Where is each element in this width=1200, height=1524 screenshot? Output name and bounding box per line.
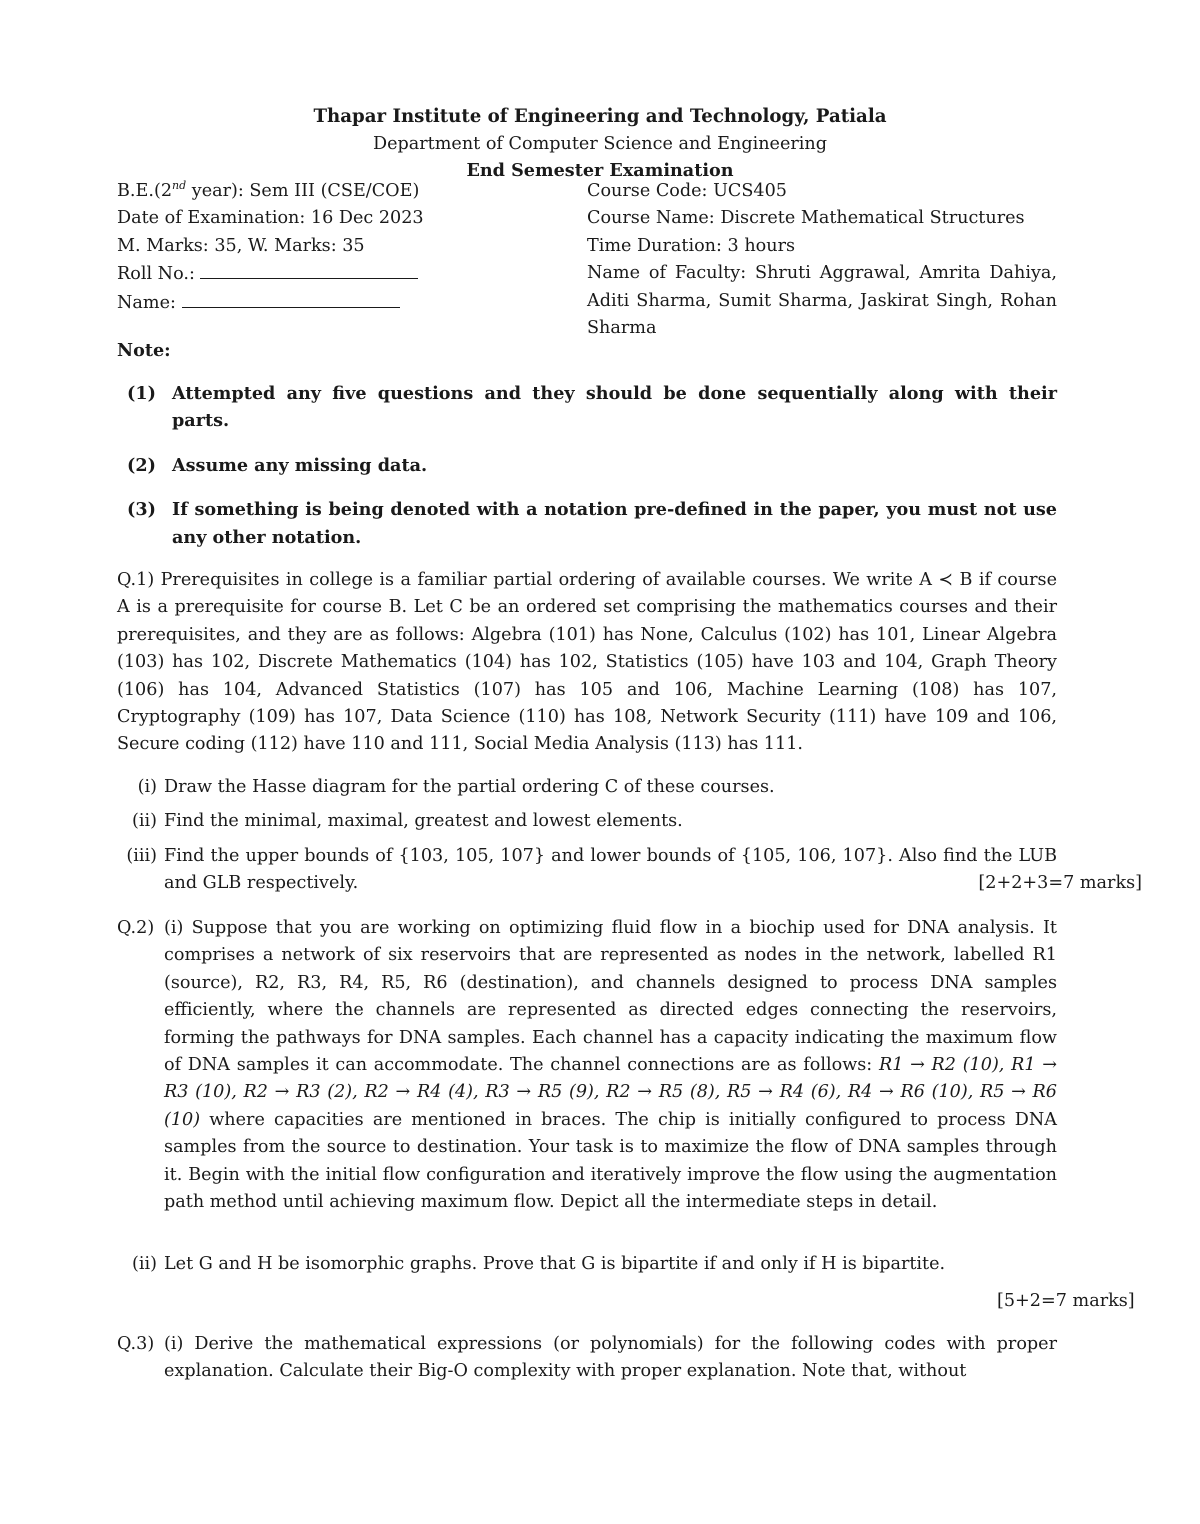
department-title: Department of Computer Science and Engineering [372,134,827,154]
part-text: Find the minimal, maximal, greatest and lowest elements. [164,811,683,832]
question-2-task: where capacities are mentioned in braces. The chip is initially configured to process DNA samples from the source to destination. Your task is to maximize the flow of DNA samples through it. Begin with the initial flow configuration and iteratively improve the flow using the augmentation path method until achieving maximum flow. Depict all the intermediate steps in detail. [164,1109,1057,1213]
question-1-marks: [2+2+3=7 marks] [978,873,1142,894]
question-2-number: Q.2) [117,918,155,938]
question-1-part [117,808,1057,835]
institute-title: Thapar Institute of Engineering and Technology, Patiala [313,106,887,127]
time-duration: Time Duration: 3 hours [587,235,796,256]
exam-marks: M. Marks: 35, W. Marks: 35 [117,235,365,256]
exam-title: End Semester Examination [466,160,734,181]
note-text: Attempted any five questions and they should be done sequentially along with their parts. [172,383,1057,432]
question-3-text: Derive the mathematical expressions (or polynomials) for the following codes with proper explanation. Calculate their Big-O complexity with proper explanation. Note that, without [164,1334,1057,1382]
question-1-part [117,774,1057,801]
part-number: (i) [137,777,157,797]
note-number: (3) [127,499,156,521]
name-field[interactable] [182,289,400,308]
question-2-part-2-body [117,1251,1057,1278]
part-number: (iii) [126,845,157,866]
note-item [117,496,1057,551]
note-item [117,452,1057,479]
roll-no-line: Roll No.: [117,260,557,288]
question-1-parts [117,774,1142,905]
faculty-names: Name of Faculty: Shruti Aggrawal, Amrita Dahiya, Aditi Sharma, Sumit Sharma, Jaskirat Singh, Rohan Sharma [587,263,1057,339]
part-number: (ii) [132,1254,157,1274]
part-text: Let G and H be isomorphic graphs. Prove that G is bipartite if and only if H is bipartite. [164,1254,946,1274]
course-code: Course Code: UCS405 [587,181,788,201]
exam-header [0,103,1200,185]
program-line: B.E.(2nd year): Sem III (CSE/COE) [117,179,420,201]
exam-date: Date of Examination: 16 Dec 2023 [117,208,424,229]
question-3-part-1 [117,1331,1057,1386]
note-number: (1) [127,383,156,404]
part-number: (ii) [132,811,157,832]
question-2-part-1 [117,915,1057,1216]
question-1-part [117,843,1142,898]
question-1-text: Q.1) Prerequisites in college is a familiar partial ordering of available courses. We write A ≺ B if course A is a prerequisite for course B. Let C be an ordered set comprising the mathematics courses and their prerequisites, and they are as follows: Algebra (101) has None, Calculus (102) has 101, Linear Algebra (103) has 102, Discrete Mathematics (104) has 102, Statistics (105) have 103 and 104, Graph Theory (106) has 104, Advanced Statistics (107) has 105 and 106, Machine Learning (108) has 107, Cryptography (109) has 107, Data Science (110) has 108, Network Security (111) have 109 and 106, Secure coding (112) have 110 and 111, Social Media Analysis (113) has 111. [117,570,1057,755]
note-label: Note: [117,340,171,361]
part-text: Draw the Hasse diagram for the partial ordering C of these courses. [164,777,775,797]
note-number: (2) [127,454,156,476]
question-2-intro: Suppose that you are working on optimizing fluid flow in a biochip used for DNA analysis. It comprises a network of six reservoirs that are represented as nodes in the network, labelled R1 (source), R2, R3, R4, R5, R6 (destination), and channels designed to process DNA samples efficiently, where the channels are represented as directed edges connecting the reservoirs, forming the pathways for DNA samples. Each channel has a capacity indicating the maximum flow of DNA samples it can accommodate. The channel connections are as follows: [164,918,1057,1076]
roll-no-field[interactable] [200,260,418,279]
name-line: Name: [117,289,557,317]
part-number: (i) [164,1334,184,1354]
course-name: Course Name: Discrete Mathematical Structures [587,208,1025,229]
network-edges: R1 → R2 (10), R1 → R3 (10), R2 → R3 (2), R2 → R4 (4), R3 → R5 (9), R2 → R5 (8), R5 → R4 (6), R4 → R6 (10), R5 → R6 (10) [164,1055,1057,1130]
question-2-marks: [5+2=7 marks] [997,1291,1135,1311]
part-number: (i) [164,918,184,938]
question-3-number: Q.3) [117,1334,155,1354]
question-2 [117,915,1057,1216]
note-text: Assume any missing data. [172,454,428,476]
part-text: Find the upper bounds of {103, 105, 107} and lower bounds of {105, 106, 107}. Also find the LUB and GLB respectively. [164,845,1057,894]
question-3 [117,1331,1057,1386]
exam-info-left [117,178,557,317]
note-text: If something is being denoted with a notation pre-defined in the paper, you must not use any other notation. [172,499,1057,548]
notes-list [117,380,1057,568]
question-2-part-2 [117,1251,1057,1278]
exam-info-right [587,178,1057,342]
note-item [117,380,1057,435]
